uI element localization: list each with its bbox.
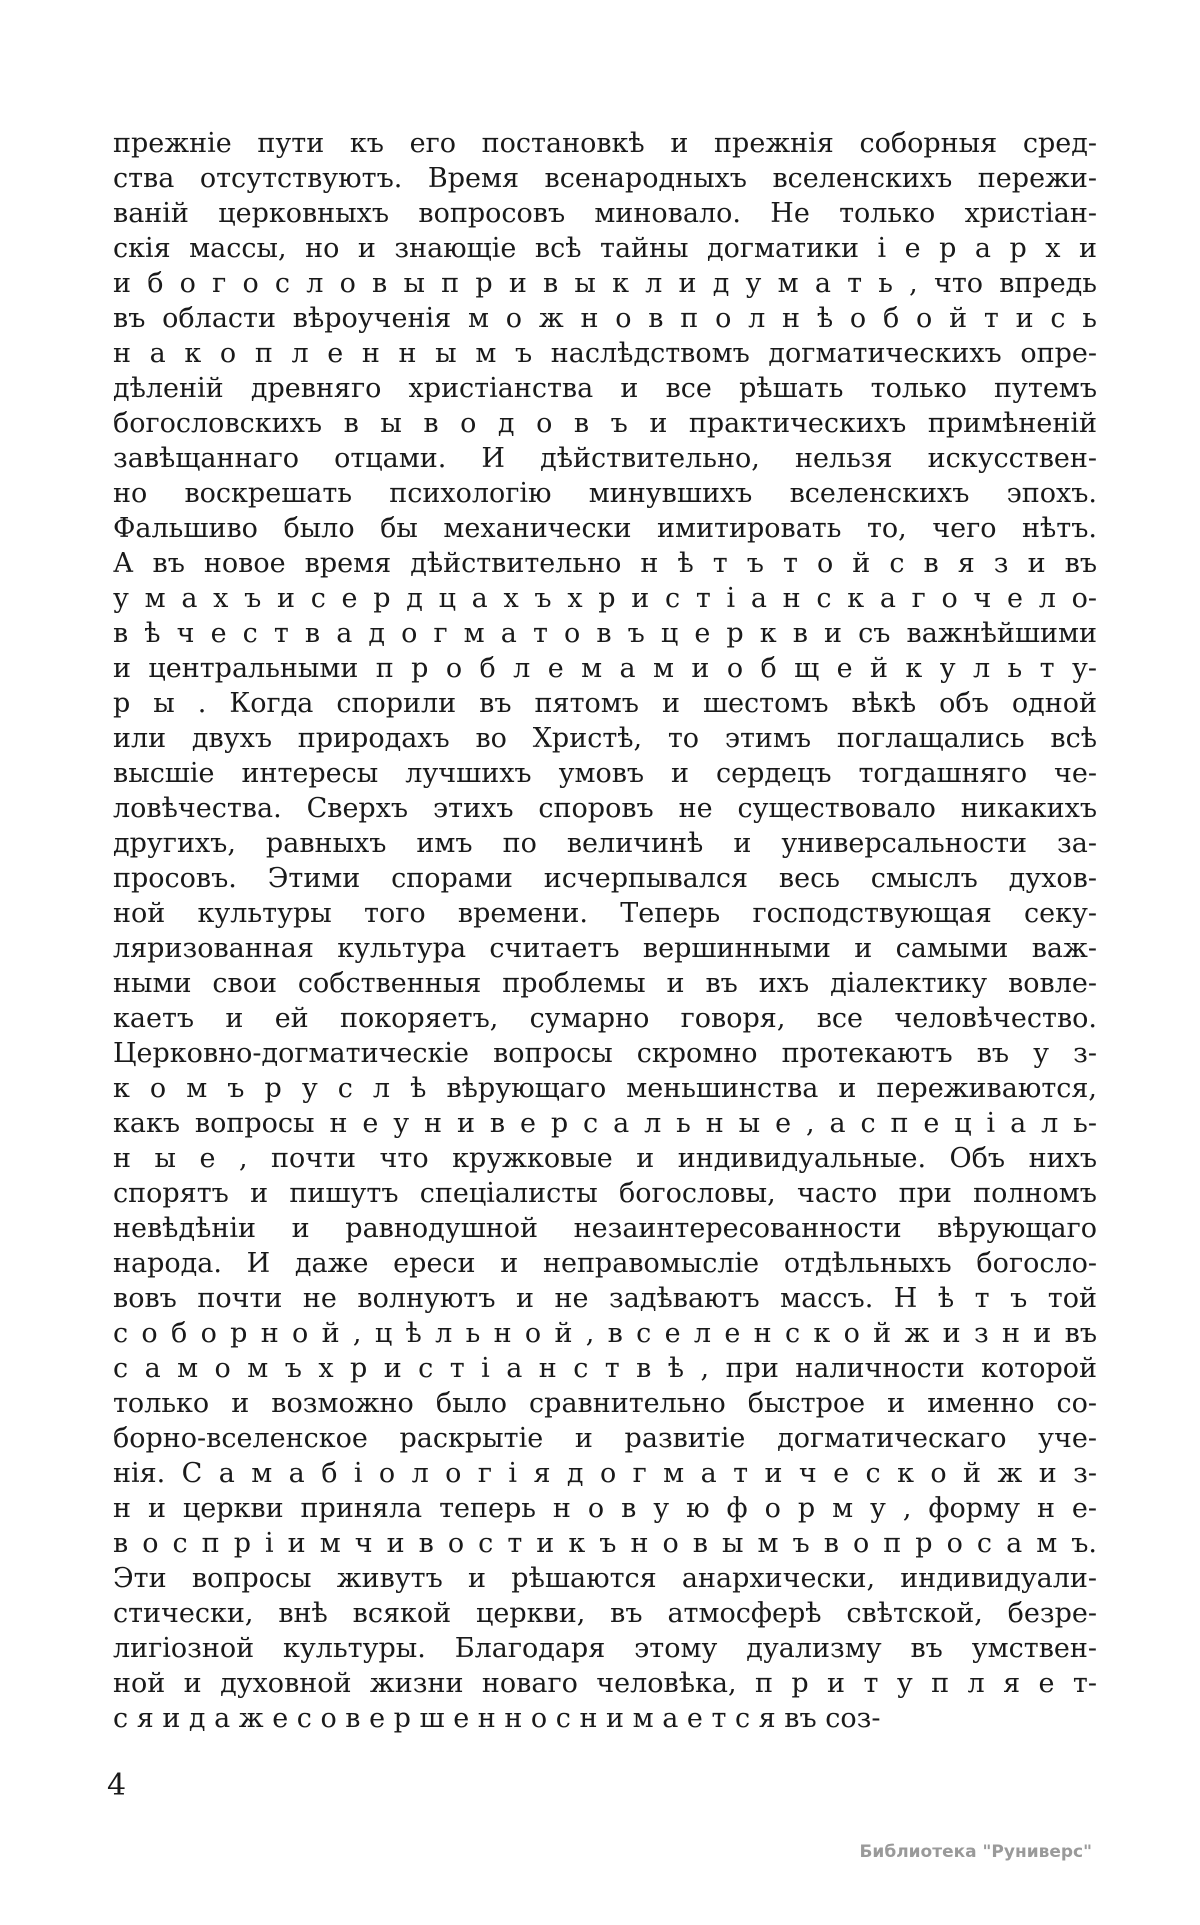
text-line: нія. С а м а б і о л о г і я д о г м а т и ч е с к о й ж и з-	[113, 1458, 1097, 1489]
text-line: ловѣчества. Сверхъ этихъ споровъ не существовало никакихъ	[113, 793, 1097, 824]
text-line: ваній церковныхъ вопросовъ миновало. Не только христіан-	[113, 198, 1097, 229]
text-line: Фальшиво было бы механически имитировать то, чего нѣтъ.	[113, 513, 1097, 544]
text-line: лигіозной культуры. Благодаря этому дуализму въ умствен-	[113, 1633, 1097, 1664]
text-line: народа. И даже ереси и неправомысліе отдѣльныхъ богосло-	[113, 1248, 1097, 1279]
text-line: в ѣ ч е с т в а д о г м а т о в ъ ц е р к в и съ важнѣйшими	[113, 618, 1097, 649]
text-line: спорятъ и пишутъ спеціалисты богословы, часто при полномъ	[113, 1178, 1097, 1209]
text-line: и б о г о с л о в ы п р и в ы к л и д у м а т ь , что впредь	[113, 268, 1097, 299]
text-line: какъ вопросы н е у н и в е р с а л ь н ы е , а с п е ц і а л ь-	[113, 1108, 1097, 1139]
text-line: н ы е , почти что кружковые и индивидуальные. Объ нихъ	[113, 1143, 1097, 1174]
text-line: завѣщаннаго отцами. И дѣйствительно, нельзя искусствен-	[113, 443, 1097, 474]
library-watermark: Библиотека "Руниверс"	[859, 1842, 1092, 1862]
text-line: вовъ почти не волнуютъ и не задѣваютъ массъ. Н ѣ т ъ той	[113, 1283, 1097, 1314]
text-line: А въ новое время дѣйствительно н ѣ т ъ т о й с в я з и въ	[113, 548, 1097, 579]
text-line: высшіе интересы лучшихъ умовъ и сердецъ тогдашняго че-	[113, 758, 1097, 789]
text-line: ства отсутствуютъ. Время всенародныхъ вселенскихъ пережи-	[113, 163, 1097, 194]
text-line: Церковно-догматическіе вопросы скромно протекаютъ въ у з-	[113, 1038, 1097, 1069]
text-line: дѣленій древняго христіанства и все рѣшать только путемъ	[113, 373, 1097, 404]
text-line: прежніе пути къ его постановкѣ и прежнія соборныя сред-	[113, 128, 1097, 159]
text-line: ной культуры того времени. Теперь господствующая секу-	[113, 898, 1097, 929]
text-line: с я и д а ж е с о в е р ш е н н о с н и м а е т с я въ соз-	[113, 1703, 881, 1734]
text-line: Эти вопросы живутъ и рѣшаются анархически, индивидуали-	[113, 1563, 1097, 1594]
text-line: въ области вѣроученія м о ж н о в п о л н ѣ о б о й т и с ь	[113, 303, 1097, 334]
text-line: скія массы, но и знающіе всѣ тайны догматики і е р а р х и	[113, 233, 1097, 264]
text-line: к о м ъ р у с л ѣ вѣрующаго меньшинства и переживаются,	[113, 1073, 1097, 1104]
text-line: ляризованная культура считаетъ вершинными и самыми важ-	[113, 933, 1097, 964]
text-line: ной и духовной жизни новаго человѣка, п р и т у п л я е т-	[113, 1668, 1097, 1699]
text-line: каетъ и ей покоряетъ, сумарно говоря, все человѣчество.	[113, 1003, 1097, 1034]
text-line: невѣдѣніи и равнодушной незаинтересованности вѣрующаго	[113, 1213, 1097, 1244]
page-number: 4	[107, 1768, 127, 1803]
text-line: только и возможно было сравнительно быстрое и именно со-	[113, 1388, 1097, 1419]
text-line: р ы . Когда спорили въ пятомъ и шестомъ вѣкѣ объ одной	[113, 688, 1097, 719]
text-line: борно-вселенское раскрытіе и развитіе догматическаго уче-	[113, 1423, 1097, 1454]
text-line: или двухъ природахъ во Христѣ, то этимъ поглащались всѣ	[113, 723, 1097, 754]
text-line: в о с п р і и м ч и в о с т и к ъ н о в ы м ъ в о п р о с а м ъ.	[113, 1528, 1097, 1559]
text-line: с о б о р н о й , ц ѣ л ь н о й , в с е л е н с к о й ж и з н и въ	[113, 1318, 1097, 1349]
body-text	[113, 126, 1097, 1736]
text-line: н и церкви приняла теперь н о в у ю ф о р м у , форму н е-	[113, 1493, 1097, 1524]
text-line: богословскихъ в ы в о д о в ъ и практическихъ примѣненій	[113, 408, 1097, 439]
text-line: у м а х ъ и с е р д ц а х ъ х р и с т і а н с к а г о ч е л о-	[113, 583, 1097, 614]
text-line: стически, внѣ всякой церкви, въ атмосферѣ свѣтской, безре-	[113, 1598, 1097, 1629]
text-line: но воскрешать психологію минувшихъ вселенскихъ эпохъ.	[113, 478, 1097, 509]
text-line: и центральными п р о б л е м а м и о б щ е й к у л ь т у-	[113, 653, 1097, 684]
text-line: другихъ, равныхъ имъ по величинѣ и универсальности за-	[113, 828, 1097, 859]
text-line: н а к о п л е н н ы м ъ наслѣдствомъ догматическихъ опре-	[113, 338, 1097, 369]
text-line: с а м о м ъ х р и с т і а н с т в ѣ , при наличности которой	[113, 1353, 1097, 1384]
text-line: ными свои собственныя проблемы и въ ихъ діалектику вовле-	[113, 968, 1097, 999]
text-line: просовъ. Этими спорами исчерпывался весь смыслъ духов-	[113, 863, 1097, 894]
